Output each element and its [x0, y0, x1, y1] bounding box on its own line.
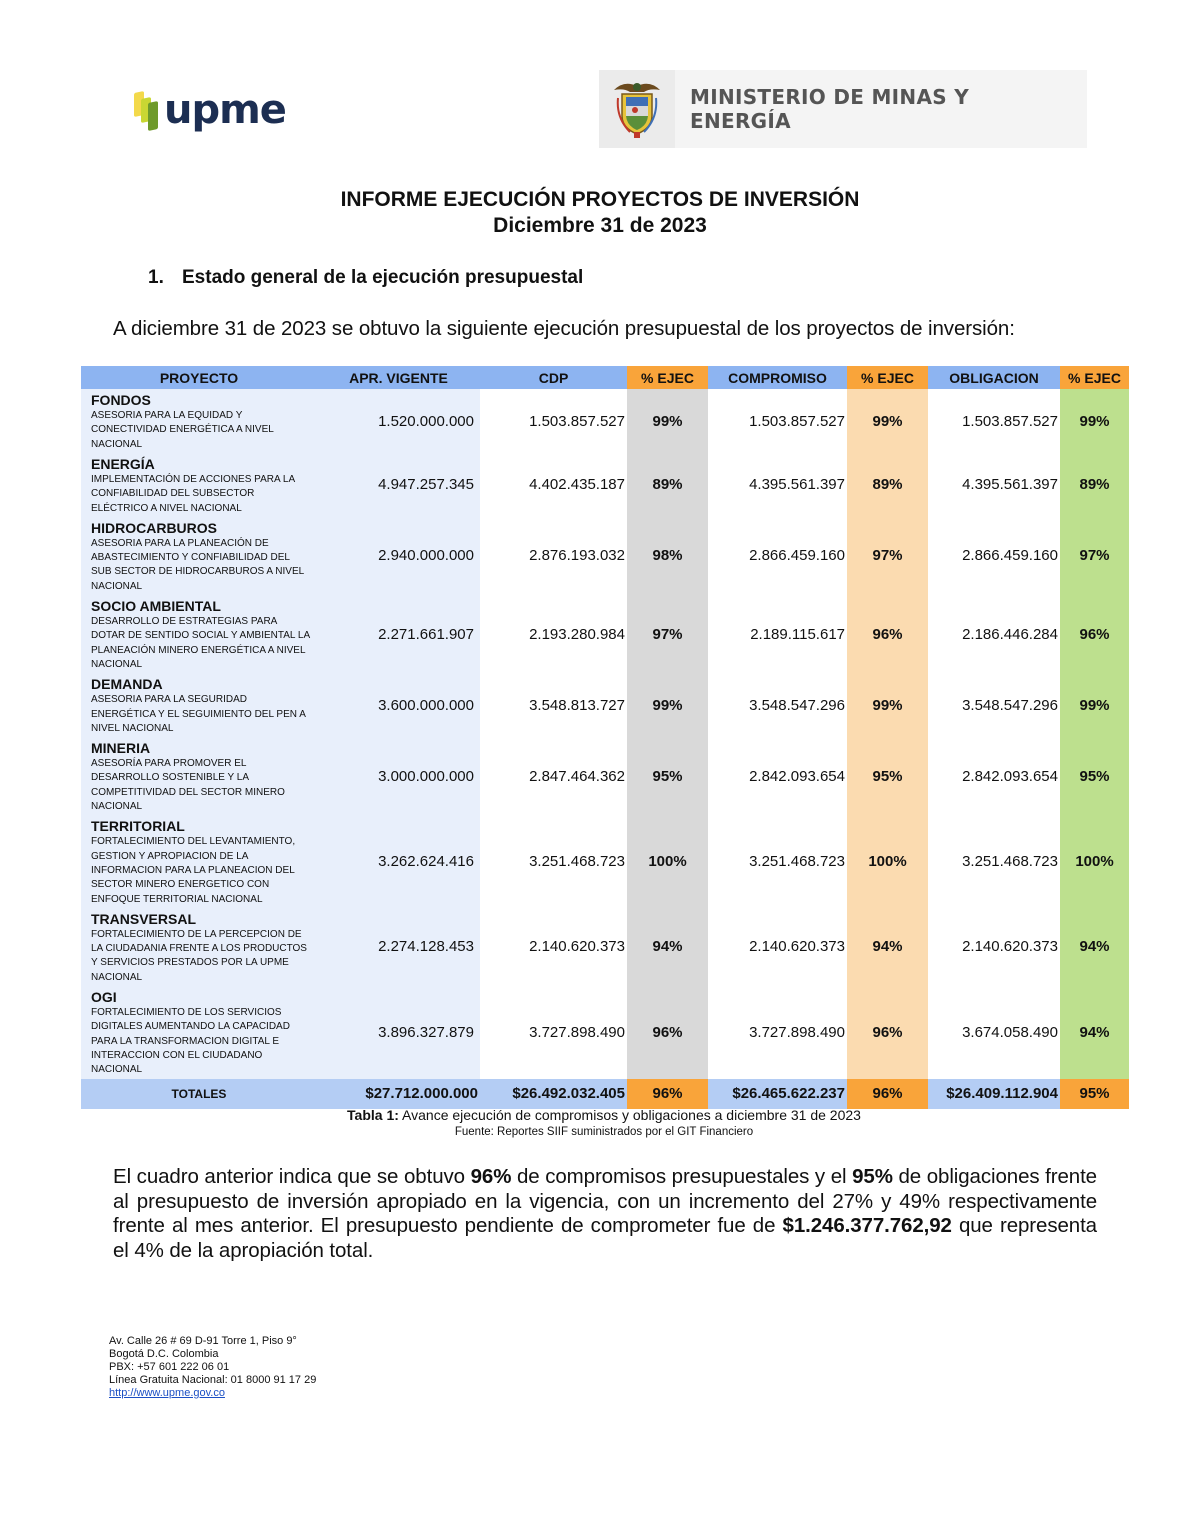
obligacion-pct-value: 97% [1060, 517, 1129, 595]
intro-paragraph: A diciembre 31 de 2023 se obtuvo la siguiente ejecución presupuestal de los proyectos de inversión: [113, 317, 1015, 340]
obligacion-value: 2.842.093.654 [928, 737, 1060, 815]
table-caption [0, 1107, 1200, 1123]
project-name: MINERIA [91, 740, 151, 757]
project-description: ASESORÍA PARA PROMOVER EL DESARROLLO SOSTENIBLE Y LA COMPETITIVIDAD DEL SECTOR MINERO NACIONAL [91, 758, 285, 813]
total-compromiso-pct: 96% [847, 1079, 928, 1109]
pending-amount: $1.246.377.762,92 [782, 1214, 952, 1237]
compromiso-value: 1.503.857.527 [708, 389, 847, 453]
total-obligacion: $26.409.112.904 [928, 1079, 1060, 1109]
cdp-pct-value: 95% [627, 737, 708, 815]
cdp-value: 3.727.898.490 [480, 986, 627, 1078]
table-header-row [81, 366, 1129, 389]
cdp-value: 2.847.464.362 [480, 737, 627, 815]
column-header-compromiso-pct: % EJEC [847, 366, 928, 389]
column-header-obligacion: OBLIGACION [928, 366, 1060, 389]
project-name: ENERGÍA [91, 456, 155, 472]
project-description: FORTALECIMIENTO DEL LEVANTAMIENTO, GESTION Y APROPIACION DE LA INFORMACION PARA LA PLANEACION DEL SECTOR MINERO ENERGETICO CON ENFOQUE TERRITORIAL NACIONAL [91, 836, 296, 905]
cdp-pct-value: 100% [627, 815, 708, 907]
obligacion-pct-value: 89% [1060, 453, 1129, 517]
cdp-pct-value: 96% [627, 986, 708, 1078]
cdp-value: 3.548.813.727 [480, 673, 627, 737]
footer-website-link[interactable]: http://www.upme.gov.co [109, 1387, 225, 1399]
obligacion-pct-value: 96% [1060, 595, 1129, 673]
project-description: ASESORIA PARA LA SEGURIDAD ENERGÉTICA Y EL SEGUIMIENTO DEL PEN A NIVEL NACIONAL [91, 694, 306, 734]
obligacion-value: 3.548.547.296 [928, 673, 1060, 737]
obligacion-value: 3.251.468.723 [928, 815, 1060, 907]
cdp-pct-value: 89% [627, 453, 708, 517]
project-description: IMPLEMENTACIÓN DE ACCIONES PARA LA CONFIABILIDAD DEL SUBSECTOR ELÉCTRICO A NIVEL NACIONAL [91, 474, 295, 514]
cdp-pct-value: 99% [627, 389, 708, 453]
project-name: TERRITORIAL [91, 818, 185, 835]
totals-row [81, 1079, 1129, 1109]
project-description: ASESORIA PARA LA PLANEACIÓN DE ABASTECIMIENTO Y CONFIABILIDAD DEL SUB SECTOR DE HIDROCARBUROS A NIVEL NACIONAL [91, 537, 304, 592]
cdp-pct-value: 97% [627, 595, 708, 673]
totals-label: TOTALES [81, 1079, 317, 1109]
column-header-obligacion-pct: % EJEC [1060, 366, 1129, 389]
cdp-value: 3.251.468.723 [480, 815, 627, 907]
ministry-name-line1: MINISTERIO DE MINAS Y [690, 85, 969, 109]
upme-leaf-icon [134, 88, 160, 132]
apr-vigente-value: 2.940.000.000 [317, 517, 480, 595]
compromiso-value: 3.251.468.723 [708, 815, 847, 907]
obligacion-pct-value: 95% [1060, 737, 1129, 815]
cdp-pct-value: 98% [627, 517, 708, 595]
obligacion-value: 2.866.459.160 [928, 517, 1060, 595]
apr-vigente-value: 3.600.000.000 [317, 673, 480, 737]
compromiso-pct-value: 96% [847, 595, 928, 673]
project-name: HIDROCARBUROS [91, 519, 217, 536]
compromiso-pct-value: 97% [847, 517, 928, 595]
obligacion-value: 3.674.058.490 [928, 986, 1060, 1078]
table-row [81, 517, 1129, 595]
ministry-name-line2: ENERGÍA [690, 109, 791, 133]
compromiso-value: 2.189.115.617 [708, 595, 847, 673]
apr-vigente-value: 1.520.000.000 [317, 389, 480, 453]
footer-toll-free: Línea Gratuita Nacional: 01 8000 91 17 29 [109, 1374, 317, 1386]
project-name: FONDOS [91, 392, 151, 408]
title-line-2: Diciembre 31 de 2023 [493, 214, 707, 237]
summary-text: que representa el 4% de la apropiación total. [113, 1214, 1097, 1262]
footer-city: Bogotá D.C. Colombia [109, 1348, 219, 1360]
obligacion-value: 1.503.857.527 [928, 389, 1060, 453]
compromiso-value: 3.727.898.490 [708, 986, 847, 1078]
compromiso-pct-value: 99% [847, 389, 928, 453]
footer-contact [109, 1335, 316, 1400]
obligacion-value: 2.140.620.373 [928, 908, 1060, 986]
obligations-pct: 95% [852, 1165, 893, 1188]
table-row [81, 673, 1129, 737]
obligacion-pct-value: 99% [1060, 389, 1129, 453]
obligacion-pct-value: 94% [1060, 986, 1129, 1078]
compromiso-pct-value: 99% [847, 673, 928, 737]
compromiso-pct-value: 96% [847, 986, 928, 1078]
section-heading [148, 267, 583, 289]
project-description: DESARROLLO DE ESTRATEGIAS PARA DOTAR DE SENTIDO SOCIAL Y AMBIENTAL LA PLANEACIÓN MINERO ENERGÉTICA A NIVEL NACIONAL [91, 616, 310, 670]
apr-vigente-value: 2.271.661.907 [317, 595, 480, 673]
footer-pbx: PBX: +57 601 222 06 01 [109, 1361, 230, 1373]
summary-text: de compromisos presupuestales y el [511, 1165, 853, 1188]
upme-logo-text: upme [164, 87, 286, 133]
section-number: 1. [148, 267, 164, 288]
project-name: DEMANDA [91, 676, 163, 693]
apr-vigente-value: 4.947.257.345 [317, 453, 480, 517]
total-cdp: $26.492.032.405 [480, 1079, 627, 1109]
summary-paragraph [113, 1165, 1097, 1263]
compromiso-pct-value: 95% [847, 737, 928, 815]
apr-vigente-value: 3.262.624.416 [317, 815, 480, 907]
project-description: FORTALECIMIENTO DE LA PERCEPCION DE LA CIUDADANIA FRENTE A LOS PRODUCTOS Y SERVICIOS PRESTADOS POR LA UPME NACIONAL [91, 928, 307, 983]
obligacion-pct-value: 94% [1060, 908, 1129, 986]
table-row [81, 908, 1129, 986]
apr-vigente-value: 3.000.000.000 [317, 737, 480, 815]
document-title [0, 187, 1200, 239]
project-description: ASESORIA PARA LA EQUIDAD Y CONECTIVIDAD ENERGÉTICA A NIVEL NACIONAL [91, 410, 274, 450]
cdp-value: 2.876.193.032 [480, 517, 627, 595]
project-name: OGI [91, 989, 117, 1006]
column-header-cdp: CDP [480, 366, 627, 389]
caption-label: Tabla 1: [347, 1107, 399, 1123]
section-heading-text: Estado general de la ejecución presupuestal [182, 267, 584, 288]
upme-logo [134, 88, 286, 132]
cdp-value: 2.140.620.373 [480, 908, 627, 986]
footer-address: Av. Calle 26 # 69 D-91 Torre 1, Piso 9° [109, 1335, 297, 1347]
obligacion-value: 4.395.561.397 [928, 453, 1060, 517]
cdp-value: 4.402.435.187 [480, 453, 627, 517]
column-header-cdp-pct: % EJEC [627, 366, 708, 389]
column-header-proyecto: PROYECTO [81, 366, 317, 389]
obligacion-pct-value: 100% [1060, 815, 1129, 907]
table-row [81, 453, 1129, 517]
project-name: TRANSVERSAL [91, 910, 197, 927]
commitments-pct: 96% [470, 1165, 512, 1188]
compromiso-value: 2.866.459.160 [708, 517, 847, 595]
table-source: Fuente: Reportes SIIF suministrados por el GIT Financiero [454, 1126, 754, 1138]
table-row [81, 815, 1129, 907]
compromiso-value: 2.842.093.654 [708, 737, 847, 815]
compromiso-value: 4.395.561.397 [708, 453, 847, 517]
total-cdp-pct: 96% [627, 1079, 708, 1109]
total-obligacion-pct: 95% [1060, 1079, 1129, 1109]
title-line-1: INFORME EJECUCIÓN PROYECTOS DE INVERSIÓN [340, 188, 860, 211]
apr-vigente-value: 2.274.128.453 [317, 908, 480, 986]
table-row [81, 986, 1129, 1078]
project-name: SOCIO AMBIENTAL [91, 598, 221, 615]
ministry-logo [599, 70, 1087, 148]
project-description: FORTALECIMIENTO DE LOS SERVICIOS DIGITALES AUMENTANDO LA CAPACIDAD PARA LA TRANSFORMACION DIGITAL E INTERACCION CON EL CIUDADANO NACIONAL [91, 1007, 290, 1076]
cdp-pct-value: 94% [627, 908, 708, 986]
total-compromiso: $26.465.622.237 [708, 1079, 847, 1109]
obligacion-value: 2.186.446.284 [928, 595, 1060, 673]
compromiso-pct-value: 89% [847, 453, 928, 517]
summary-text: de obligaciones frente al presupuesto de inversión apropiado en la vigencia, con un incremento del 27% y 49% respectivamente frente al mes anterior. El presupuesto pendiente de comprometer fue de [113, 1165, 1097, 1237]
compromiso-pct-value: 100% [847, 815, 928, 907]
compromiso-pct-value: 94% [847, 908, 928, 986]
apr-vigente-value: 3.896.327.879 [317, 986, 480, 1078]
total-apr-vigente: $27.712.000.000 [317, 1079, 480, 1109]
table-row [81, 737, 1129, 815]
compromiso-value: 2.140.620.373 [708, 908, 847, 986]
cdp-value: 1.503.857.527 [480, 389, 627, 453]
table-row [81, 595, 1129, 673]
column-header-apr-vigente: APR. VIGENTE [317, 366, 480, 389]
compromiso-value: 3.548.547.296 [708, 673, 847, 737]
caption-text: Avance ejecución de compromisos y obligaciones a diciembre 31 de 2023 [398, 1107, 861, 1123]
cdp-pct-value: 99% [627, 673, 708, 737]
colombia-coat-of-arms-icon [599, 70, 675, 148]
ministry-name [690, 85, 969, 133]
table-row [81, 389, 1129, 453]
budget-execution-table [81, 366, 1129, 1109]
summary-text: El cuadro anterior indica que se obtuvo [113, 1165, 471, 1188]
cdp-value: 2.193.280.984 [480, 595, 627, 673]
column-header-compromiso: COMPROMISO [708, 366, 847, 389]
obligacion-pct-value: 99% [1060, 673, 1129, 737]
